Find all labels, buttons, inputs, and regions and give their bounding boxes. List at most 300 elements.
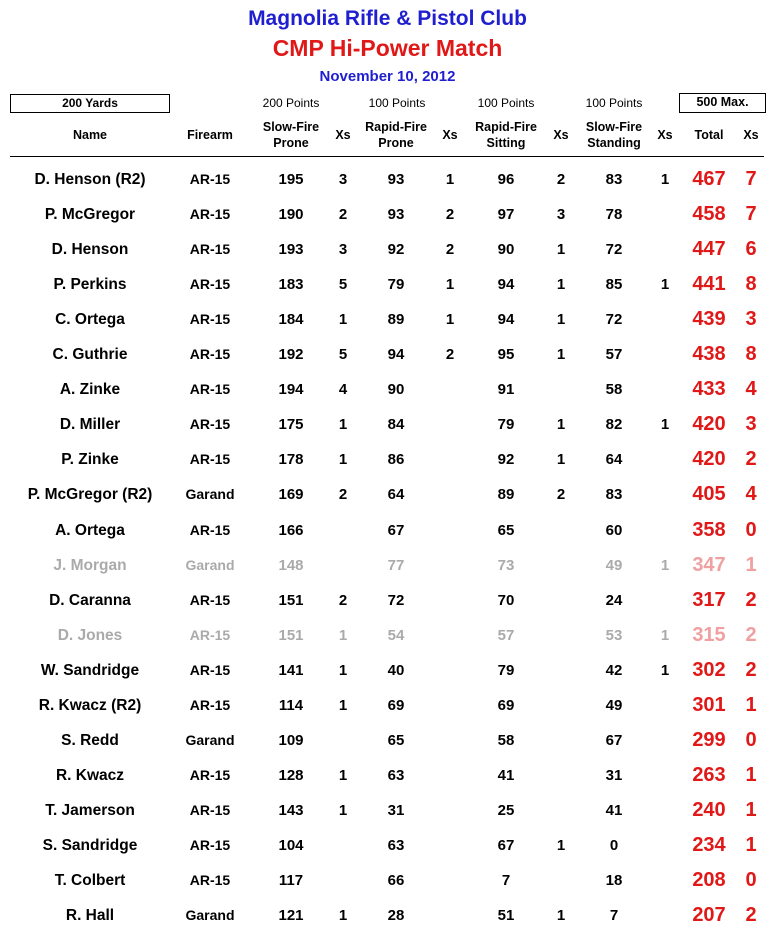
col-slow-standing-line1: Slow-Fire (585, 120, 643, 134)
score-rapid-sitting: 89 (497, 486, 515, 504)
firearm: AR-15 (189, 626, 231, 643)
table-row (0, 442, 775, 477)
xs-rapid-prone (435, 828, 465, 863)
score-rapid-sitting: 7 (501, 872, 511, 889)
score-slow-standing: 49 (605, 696, 623, 714)
xs-rapid-sitting: 2 (556, 486, 566, 504)
firearm: AR-15 (189, 521, 231, 538)
yards-box: 200 Yards (10, 94, 170, 113)
shooter-name: C. Ortega (55, 311, 125, 329)
col-slow-prone (252, 119, 330, 151)
shooter-name: T. Colbert (54, 872, 126, 889)
total-score: 439 (692, 308, 726, 331)
score-slow-standing: 85 (605, 276, 623, 294)
total-score: 420 (692, 448, 726, 471)
score-slow-prone: 193 (278, 241, 304, 259)
score-slow-prone: 143 (278, 801, 304, 819)
shooter-name: D. Jones (57, 626, 123, 644)
xs-rapid-prone (435, 618, 465, 653)
total-xs: 1 (745, 798, 757, 821)
firearm: Garand (185, 731, 235, 748)
total-score: 207 (692, 904, 726, 927)
xs-rapid-prone: 1 (445, 311, 455, 329)
total-score: 347 (692, 553, 726, 576)
xs-rapid-sitting: 3 (556, 206, 566, 224)
xs-rapid-prone (435, 653, 465, 688)
score-rapid-prone: 84 (387, 416, 405, 434)
score-slow-standing: 49 (605, 556, 623, 574)
total-score: 302 (692, 658, 726, 681)
score-slow-prone: 151 (278, 626, 304, 644)
xs-rapid-prone (435, 758, 465, 793)
score-slow-standing: 42 (605, 661, 623, 679)
score-rapid-prone: 64 (387, 486, 405, 504)
score-rapid-sitting: 65 (497, 521, 515, 539)
xs-rapid-prone (435, 442, 465, 477)
col-total: Total (694, 128, 724, 142)
score-slow-prone: 104 (278, 836, 304, 854)
xs-slow-standing (650, 302, 680, 337)
xs-rapid-prone (435, 548, 465, 583)
xs-slow-prone: 2 (338, 206, 348, 224)
table-row (0, 477, 775, 512)
score-rapid-prone: 66 (387, 872, 405, 889)
shooter-name: J. Morgan (53, 556, 127, 574)
firearm: AR-15 (189, 381, 231, 398)
xs-slow-standing: 1 (660, 171, 670, 188)
col-xs-3: Xs (553, 128, 569, 142)
table-row (0, 583, 775, 618)
shooter-name: P. Perkins (53, 276, 127, 294)
total-score: 458 (692, 203, 726, 226)
table-row (0, 828, 775, 863)
xs-slow-standing (650, 513, 680, 548)
firearm: AR-15 (189, 766, 231, 783)
xs-slow-prone (328, 513, 358, 548)
col-rapid-sitting (464, 119, 548, 151)
xs-slow-prone (328, 863, 358, 898)
club-title: Magnolia Rifle & Pistol Club (248, 7, 527, 30)
xs-slow-prone: 4 (338, 381, 348, 399)
score-slow-prone: 166 (278, 521, 304, 539)
score-rapid-sitting: 57 (497, 626, 515, 644)
total-xs: 2 (745, 588, 757, 611)
xs-slow-standing (650, 197, 680, 232)
xs-rapid-prone: 2 (445, 206, 455, 224)
table-row (0, 232, 775, 267)
score-slow-standing: 72 (605, 241, 623, 259)
total-xs: 7 (745, 203, 757, 226)
score-rapid-prone: 86 (387, 451, 405, 469)
xs-rapid-prone (435, 723, 465, 758)
max-points-slow-standing: 100 Points (585, 96, 643, 110)
total-score: 240 (692, 798, 726, 821)
firearm: Garand (185, 486, 235, 503)
total-xs: 3 (745, 308, 757, 331)
shooter-name: D. Miller (59, 416, 121, 434)
score-rapid-sitting: 69 (497, 696, 515, 714)
firearm: AR-15 (189, 416, 231, 433)
xs-slow-standing (650, 898, 680, 933)
shooter-name: D. Henson (R2) (34, 171, 146, 188)
score-rapid-sitting: 90 (497, 241, 515, 259)
col-rapid-sitting-line1: Rapid-Fire (475, 120, 537, 134)
score-rapid-sitting: 94 (497, 276, 515, 294)
xs-slow-prone: 1 (338, 416, 348, 434)
score-rapid-sitting: 58 (497, 731, 515, 749)
xs-rapid-prone: 1 (445, 171, 455, 188)
firearm: AR-15 (189, 241, 231, 258)
score-rapid-prone: 72 (387, 591, 405, 609)
xs-rapid-sitting: 1 (556, 907, 566, 925)
col-rapid-prone-line2: Prone (378, 136, 414, 150)
score-slow-prone: 194 (278, 381, 304, 399)
firearm: AR-15 (189, 591, 231, 608)
score-rapid-sitting: 95 (497, 346, 515, 364)
xs-slow-standing: 1 (660, 661, 670, 679)
total-score: 420 (692, 413, 726, 436)
shooter-name: D. Henson (51, 241, 129, 259)
score-slow-standing: 67 (605, 731, 623, 749)
xs-slow-prone (328, 723, 358, 758)
xs-slow-prone: 5 (338, 276, 348, 294)
xs-rapid-sitting: 1 (556, 241, 566, 259)
score-slow-standing: 58 (605, 381, 623, 399)
score-slow-prone: 192 (278, 346, 304, 364)
score-rapid-prone: 54 (387, 626, 405, 644)
firearm: AR-15 (189, 171, 231, 187)
shooter-name: P. McGregor (44, 206, 136, 224)
col-name: Name (72, 128, 108, 142)
xs-rapid-sitting: 1 (556, 416, 566, 434)
total-xs: 0 (745, 518, 757, 541)
table-row (0, 898, 775, 933)
col-rapid-prone (355, 119, 437, 151)
table-row (0, 197, 775, 232)
total-score: 299 (692, 728, 726, 751)
score-slow-standing: 83 (605, 486, 623, 504)
score-rapid-prone: 93 (387, 206, 405, 224)
total-xs: 2 (745, 448, 757, 471)
score-slow-standing: 53 (605, 626, 623, 644)
xs-slow-standing (650, 442, 680, 477)
firearm: Garand (185, 907, 235, 924)
score-slow-standing: 72 (605, 311, 623, 329)
total-score: 317 (692, 588, 726, 611)
xs-slow-prone: 1 (338, 907, 348, 925)
table-row (0, 548, 775, 583)
table-row (0, 863, 775, 898)
score-slow-prone: 121 (278, 907, 304, 925)
score-rapid-prone: 90 (387, 381, 405, 399)
firearm: AR-15 (189, 206, 231, 223)
score-slow-prone: 148 (278, 556, 304, 574)
score-slow-standing: 7 (609, 907, 619, 925)
xs-slow-standing (650, 758, 680, 793)
total-score: 263 (692, 763, 726, 786)
xs-slow-prone: 2 (338, 486, 348, 504)
score-slow-prone: 195 (278, 171, 304, 188)
total-score: 234 (692, 833, 726, 856)
header-divider (10, 156, 764, 157)
xs-slow-standing (650, 863, 680, 898)
shooter-name: T. Jamerson (45, 801, 135, 819)
xs-slow-prone: 3 (338, 171, 348, 188)
table-row (0, 723, 775, 758)
score-rapid-prone: 40 (387, 661, 405, 679)
xs-slow-prone: 1 (338, 696, 348, 714)
table-row (0, 337, 775, 372)
total-xs: 8 (745, 273, 757, 296)
shooter-name: P. McGregor (R2) (27, 486, 153, 504)
xs-rapid-prone (435, 688, 465, 723)
total-score: 467 (692, 168, 726, 190)
score-slow-standing: 31 (605, 766, 623, 784)
score-rapid-prone: 89 (387, 311, 405, 329)
max-points-slow-prone: 200 Points (262, 96, 320, 110)
xs-rapid-sitting: 1 (556, 451, 566, 469)
xs-rapid-prone (435, 477, 465, 512)
xs-slow-prone: 1 (338, 661, 348, 679)
total-xs: 6 (745, 238, 757, 261)
xs-slow-standing (650, 477, 680, 512)
shooter-name: R. Hall (65, 907, 115, 925)
total-score: 301 (692, 693, 726, 716)
score-slow-standing: 24 (605, 591, 623, 609)
total-xs: 1 (745, 763, 757, 786)
score-rapid-sitting: 97 (497, 206, 515, 224)
score-rapid-prone: 69 (387, 696, 405, 714)
shooter-name: S. Sandridge (42, 836, 138, 854)
score-slow-standing: 0 (609, 836, 619, 854)
firearm: AR-15 (189, 451, 231, 468)
xs-slow-prone: 1 (338, 311, 348, 329)
score-rapid-prone: 31 (387, 801, 405, 819)
score-slow-standing: 64 (605, 451, 623, 469)
total-xs: 3 (745, 413, 757, 436)
score-slow-prone: 184 (278, 311, 304, 329)
shooter-name: A. Zinke (59, 381, 121, 399)
col-slow-prone-line1: Slow-Fire (262, 120, 320, 134)
xs-slow-standing (650, 583, 680, 618)
score-slow-prone: 128 (278, 766, 304, 784)
total-score: 358 (692, 518, 726, 541)
xs-rapid-prone (435, 513, 465, 548)
total-xs: 1 (745, 833, 757, 856)
score-slow-standing: 82 (605, 416, 623, 434)
col-rapid-prone-line1: Rapid-Fire (365, 120, 427, 134)
firearm: AR-15 (189, 346, 231, 363)
firearm: AR-15 (189, 696, 231, 713)
xs-slow-standing: 1 (660, 276, 670, 294)
col-rapid-sitting-line2: Sitting (486, 136, 526, 150)
score-slow-prone: 178 (278, 451, 304, 469)
firearm: Garand (185, 556, 235, 573)
xs-slow-standing (650, 372, 680, 407)
max-points-rapid-prone: 100 Points (368, 96, 426, 110)
score-rapid-prone: 28 (387, 907, 405, 925)
max-points-rapid-sitting: 100 Points (477, 96, 535, 110)
xs-slow-prone (328, 548, 358, 583)
shooter-name: A. Ortega (55, 521, 125, 539)
score-rapid-prone: 93 (387, 171, 405, 188)
col-xs-1: Xs (335, 128, 351, 142)
score-rapid-prone: 65 (387, 731, 405, 749)
score-rapid-sitting: 51 (497, 907, 515, 925)
score-slow-standing: 18 (605, 872, 623, 889)
total-score: 315 (692, 623, 726, 646)
xs-rapid-prone (435, 583, 465, 618)
total-xs: 2 (745, 658, 757, 681)
score-rapid-sitting: 91 (497, 381, 515, 399)
shooter-name: R. Kwacz (55, 766, 125, 784)
score-slow-standing: 60 (605, 521, 623, 539)
table-row (0, 618, 775, 653)
col-xs-2: Xs (442, 128, 458, 142)
xs-slow-standing: 1 (660, 556, 670, 574)
col-xs-4: Xs (657, 128, 673, 142)
col-slow-standing-line2: Standing (587, 136, 641, 150)
xs-rapid-prone (435, 793, 465, 828)
total-score: 447 (692, 238, 726, 261)
score-rapid-sitting: 70 (497, 591, 515, 609)
table-row (0, 372, 775, 407)
score-rapid-prone: 67 (387, 521, 405, 539)
xs-slow-standing (650, 232, 680, 267)
score-rapid-sitting: 96 (497, 171, 515, 188)
table-row (0, 758, 775, 793)
score-slow-standing: 57 (605, 346, 623, 364)
score-slow-prone: 151 (278, 591, 304, 609)
score-rapid-prone: 79 (387, 276, 405, 294)
firearm: AR-15 (189, 836, 231, 853)
shooter-name: W. Sandridge (40, 661, 140, 679)
table-row (0, 513, 775, 548)
score-rapid-sitting: 79 (497, 416, 515, 434)
xs-rapid-sitting: 1 (556, 311, 566, 329)
xs-slow-prone: 5 (338, 346, 348, 364)
total-xs: 4 (745, 483, 757, 506)
xs-slow-prone: 1 (338, 801, 348, 819)
table-row (0, 407, 775, 442)
match-date: November 10, 2012 (319, 68, 456, 85)
score-slow-prone: 141 (278, 661, 304, 679)
score-slow-standing: 78 (605, 206, 623, 224)
score-rapid-sitting: 67 (497, 836, 515, 854)
table-row (0, 688, 775, 723)
total-xs: 8 (745, 343, 757, 366)
total-xs: 7 (745, 168, 757, 190)
xs-rapid-prone (435, 898, 465, 933)
score-slow-prone: 169 (278, 486, 304, 504)
xs-slow-prone: 3 (338, 241, 348, 259)
shooter-name: C. Guthrie (52, 346, 128, 364)
xs-rapid-prone (435, 407, 465, 442)
col-firearm: Firearm (187, 128, 233, 142)
score-rapid-prone: 63 (387, 766, 405, 784)
shooter-name: S. Redd (61, 731, 119, 749)
score-rapid-sitting: 79 (497, 661, 515, 679)
xs-rapid-sitting: 2 (556, 171, 566, 188)
score-rapid-prone: 94 (387, 346, 405, 364)
score-slow-prone: 114 (278, 696, 304, 714)
total-xs: 1 (745, 693, 757, 716)
xs-slow-prone: 1 (338, 451, 348, 469)
score-slow-prone: 190 (278, 206, 304, 224)
total-xs: 1 (745, 553, 757, 576)
xs-rapid-sitting: 1 (556, 836, 566, 854)
firearm: AR-15 (189, 311, 231, 328)
total-xs: 2 (745, 623, 757, 646)
col-slow-standing (572, 119, 656, 151)
table-row (0, 793, 775, 828)
score-slow-prone: 183 (278, 276, 304, 294)
xs-rapid-prone: 1 (445, 276, 455, 294)
shooter-name: P. Zinke (61, 451, 119, 469)
col-slow-prone-line2: Prone (273, 136, 309, 150)
total-xs: 4 (745, 378, 757, 401)
shooter-name: R. Kwacz (R2) (38, 696, 142, 714)
xs-rapid-prone: 2 (445, 346, 455, 364)
firearm: AR-15 (189, 872, 231, 888)
table-row (0, 267, 775, 302)
score-rapid-sitting: 41 (497, 766, 515, 784)
xs-rapid-prone (435, 863, 465, 898)
table-row (0, 302, 775, 337)
score-slow-prone: 109 (278, 731, 304, 749)
firearm: AR-15 (189, 801, 231, 818)
score-rapid-sitting: 94 (497, 311, 515, 329)
max-total-box: 500 Max. (679, 93, 766, 113)
table-row (0, 653, 775, 688)
xs-slow-standing: 1 (660, 626, 670, 644)
total-score: 441 (692, 273, 726, 296)
score-slow-standing: 41 (605, 801, 623, 819)
col-xs-total: Xs (743, 128, 759, 142)
xs-slow-prone: 1 (338, 626, 348, 644)
score-rapid-sitting: 92 (497, 451, 515, 469)
total-score: 405 (692, 483, 726, 506)
score-rapid-prone: 92 (387, 241, 405, 259)
score-rapid-sitting: 25 (497, 801, 515, 819)
xs-slow-standing (650, 688, 680, 723)
xs-slow-standing (650, 337, 680, 372)
firearm: AR-15 (189, 276, 231, 293)
xs-slow-standing (650, 828, 680, 863)
xs-rapid-sitting: 1 (556, 346, 566, 364)
xs-rapid-sitting: 1 (556, 276, 566, 294)
total-xs: 2 (745, 904, 757, 927)
xs-slow-prone: 1 (338, 766, 348, 784)
score-slow-prone: 175 (278, 416, 304, 434)
total-score: 438 (692, 343, 726, 366)
xs-slow-standing (650, 793, 680, 828)
xs-rapid-prone: 2 (445, 241, 455, 259)
total-xs: 0 (745, 869, 757, 891)
total-score: 208 (692, 869, 726, 891)
total-score: 433 (692, 378, 726, 401)
total-xs: 0 (745, 728, 757, 751)
score-slow-standing: 83 (605, 171, 623, 188)
score-rapid-prone: 63 (387, 836, 405, 854)
xs-slow-prone (328, 828, 358, 863)
shooter-name: D. Caranna (49, 591, 131, 609)
xs-rapid-prone (435, 372, 465, 407)
match-title: CMP Hi-Power Match (272, 35, 503, 61)
table-row (0, 162, 775, 197)
xs-slow-prone: 2 (338, 591, 348, 609)
xs-slow-standing (650, 723, 680, 758)
